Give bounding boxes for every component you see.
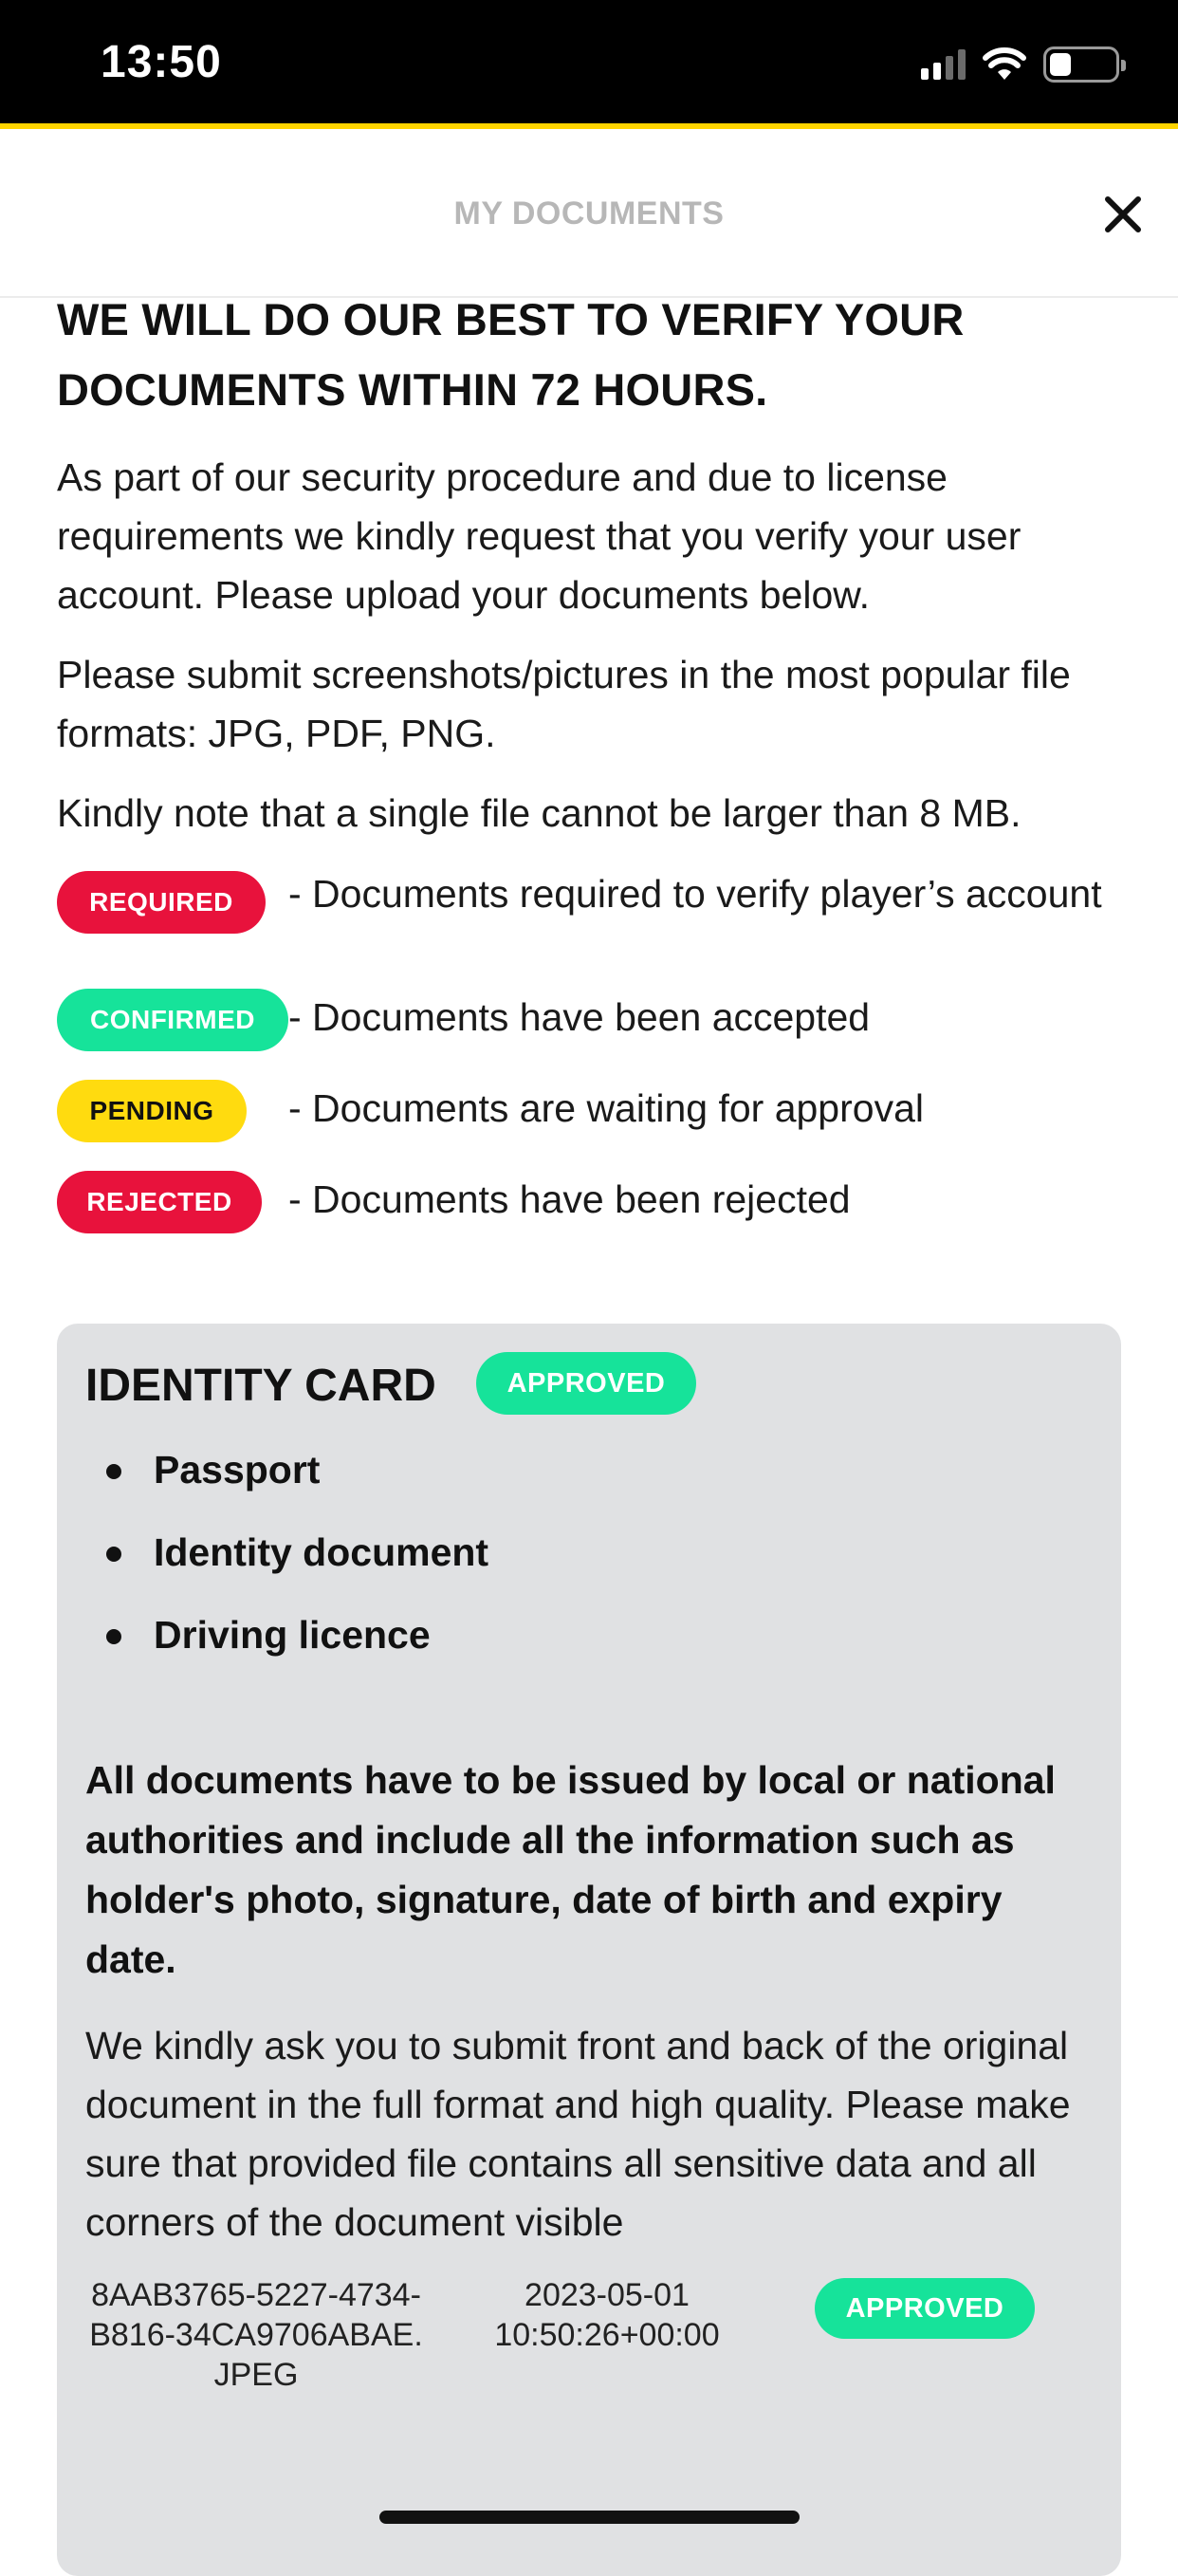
rejected-badge: REJECTED — [57, 1171, 262, 1233]
signal-icon — [921, 49, 966, 80]
list-item: Driving licence — [85, 1612, 488, 1695]
close-icon[interactable] — [1098, 190, 1148, 239]
intro-paragraph: As part of our security procedure and due to license requirements we kindly request that you verify your user account. Please upload your documents below. — [57, 455, 1022, 617]
intro-section — [57, 285, 1121, 1262]
intro-paragraph: Kindly note that a single file cannot be larger than 8 MB. — [57, 791, 1022, 835]
intro-paragraph: Please submit screenshots/pictures in the most popular file formats: JPG, PDF, PNG. — [57, 653, 1071, 755]
file-status-badge: APPROVED — [815, 2278, 1035, 2339]
uploaded-file-date: 2023-05-01 10:50:26+00:00 — [494, 2277, 720, 2353]
document-type-list — [85, 1447, 488, 1695]
upload-instructions: We kindly ask you to submit front and back of the original document in the full format and high quality. Please make sure that provided file contains all sensitive data and all corners of the document visible — [85, 2024, 1071, 2244]
legend-row — [57, 1080, 1121, 1148]
list-item: Identity document — [85, 1529, 488, 1612]
home-indicator[interactable] — [379, 2511, 800, 2524]
legend-row — [57, 871, 1121, 966]
header — [0, 129, 1178, 298]
legend-text: - Documents have been rejected — [288, 1177, 851, 1221]
status-icons — [921, 44, 1119, 85]
battery-icon — [1043, 46, 1119, 83]
status-badge: APPROVED — [476, 1352, 696, 1415]
legend-row — [57, 1171, 1121, 1239]
status-bar — [0, 0, 1178, 123]
section-title: IDENTITY CARD — [85, 1361, 436, 1411]
document-requirements-note: All documents have to be issued by local or national authorities and include all the information such as holder's photo, signature, date of birth and expiry date. — [85, 1758, 1056, 1981]
legend-text: - Documents have been accepted — [288, 995, 871, 1039]
wifi-icon — [983, 47, 1026, 82]
identity-card-section — [57, 1324, 1121, 2576]
uploaded-file-name[interactable]: 8AAB3765-5227-4734-B816-34CA9706ABAE.JPEG — [89, 2277, 423, 2393]
status-time: 13:50 — [101, 37, 222, 87]
pending-badge: PENDING — [57, 1080, 247, 1142]
legend-text: - Documents are waiting for approval — [288, 1086, 924, 1130]
status-legend — [57, 871, 1121, 1239]
confirmed-badge: CONFIRMED — [57, 989, 288, 1051]
page-title: MY DOCUMENTS — [453, 195, 725, 232]
intro-headline: WE WILL DO OUR BEST TO VERIFY YOUR DOCUMENTS WITHIN 72 HOURS. — [57, 294, 965, 415]
list-item: Passport — [85, 1447, 488, 1529]
legend-text: - Documents required to verify player’s account — [288, 872, 1102, 916]
legend-row — [57, 989, 1121, 1057]
required-badge: REQUIRED — [57, 871, 266, 934]
